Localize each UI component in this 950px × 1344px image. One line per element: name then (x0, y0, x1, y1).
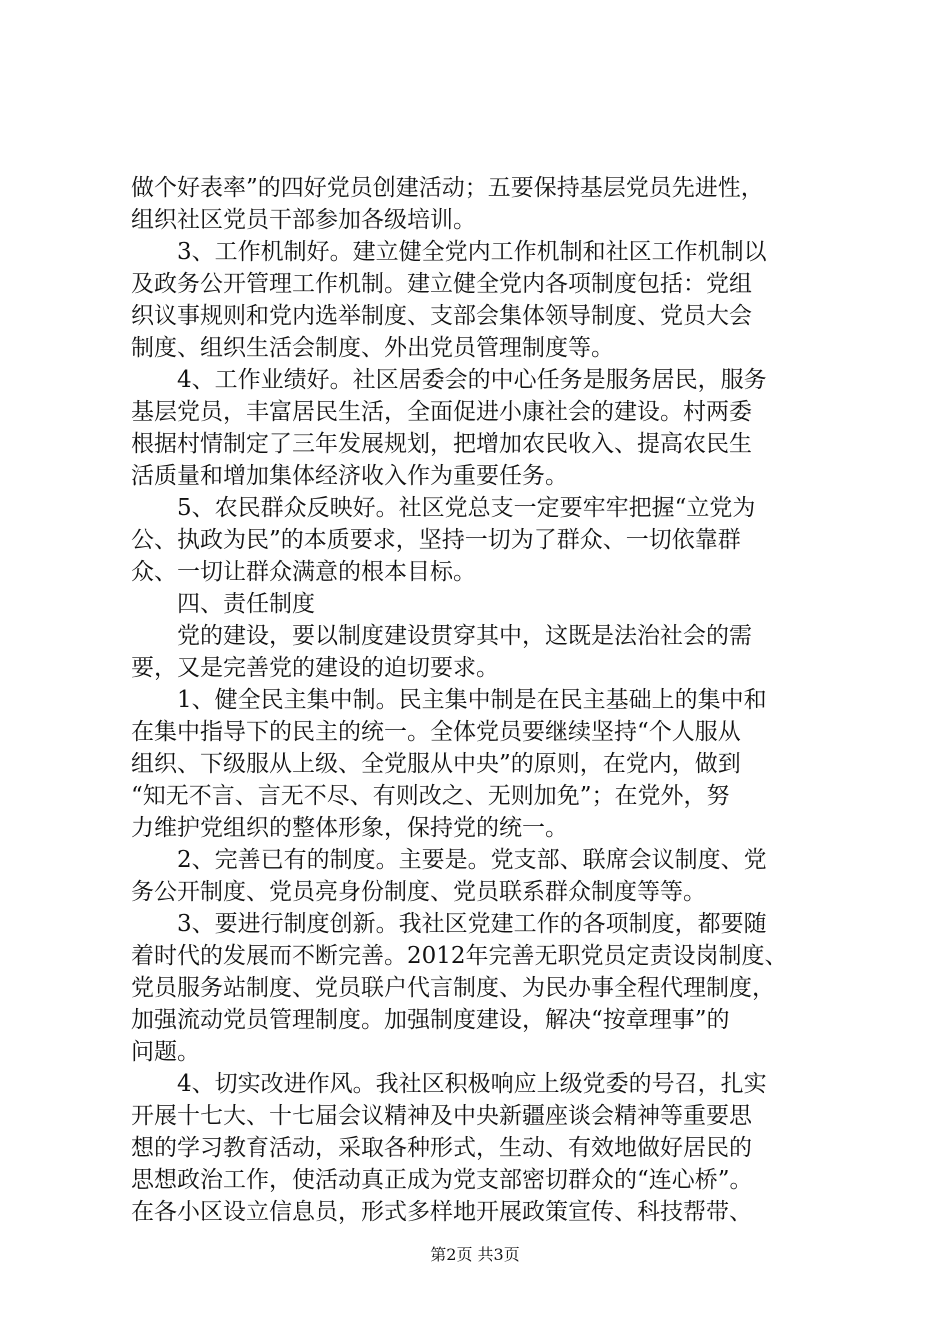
text-line: 问题。 (131, 1039, 200, 1065)
text-line: 着时代的发展而不断完善。2012年完善无职党员定责设岗制度、 (131, 943, 788, 969)
text-line: 开展十七大、十七届会议精神及中央新疆座谈会精神等重要思 (131, 1103, 752, 1129)
body-text (131, 172, 831, 1228)
text-line: 力维护党组织的整体形象，保持党的统一。 (131, 815, 568, 841)
text-line: 思想政治工作，使活动真正成为党支部密切群众的“连心桥”。 (131, 1167, 753, 1193)
page-footer: 第2页 共3页 (430, 1245, 520, 1264)
text-line: 及政务公开管理工作机制。建立健全党内各项制度包括：党组 (131, 271, 752, 297)
text-line: 在各小区设立信息员，形式多样地开展政策宣传、科技帮带、 (131, 1199, 752, 1225)
text-line: 2、完善已有的制度。主要是。党支部、联席会议制度、党 (131, 847, 767, 873)
text-line: 要，又是完善党的建设的迫切要求。 (131, 655, 499, 681)
text-line: 5、农民群众反映好。社区党总支一定要牢牢把握“立党为 (131, 495, 756, 521)
text-line: 四、责任制度 (131, 591, 315, 617)
text-line: 做个好表率”的四好党员创建活动；五要保持基层党员先进性， (131, 175, 764, 201)
text-line: “知无不言、言无不尽、有则改之、无则加免”；在党外，努 (131, 783, 730, 809)
text-line: 在集中指导下的民主的统一。全体党员要继续坚持“个人服从 (131, 719, 741, 745)
text-line: 3、工作机制好。建立健全党内工作机制和社区工作机制以 (131, 239, 767, 265)
text-line: 活质量和增加集体经济收入作为重要任务。 (131, 463, 568, 489)
text-line: 1、健全民主集中制。民主集中制是在民主基础上的集中和 (131, 687, 767, 713)
text-line: 4、工作业绩好。社区居委会的中心任务是服务居民，服务 (131, 367, 767, 393)
text-line: 3、要进行制度创新。我社区党建工作的各项制度，都要随 (131, 911, 767, 937)
text-line: 4、切实改进作风。我社区积极响应上级党委的号召，扎实 (131, 1071, 767, 1097)
text-line: 党的建设，要以制度建设贯穿其中，这既是法治社会的需 (131, 623, 752, 649)
text-line: 织议事规则和党内选举制度、支部会集体领导制度、党员大会 (131, 303, 752, 329)
text-line: 众、一切让群众满意的根本目标。 (131, 559, 476, 585)
text-line: 根据村情制定了三年发展规划，把增加农民收入、提高农民生 (131, 431, 752, 457)
text-line: 制度、组织生活会制度、外出党员管理制度等。 (131, 335, 614, 361)
text-line: 基层党员，丰富居民生活，全面促进小康社会的建设。村两委 (131, 399, 752, 425)
text-line: 公、执政为民”的本质要求，坚持一切为了群众、一切依靠群 (131, 527, 741, 553)
text-line: 党员服务站制度、党员联户代言制度、为民办事全程代理制度， (131, 975, 775, 1001)
text-line: 组织、下级服从上级、全党服从中央”的原则，在党内，做到 (131, 751, 741, 777)
text-line: 组织社区党员干部参加各级培训。 (131, 207, 476, 233)
text-line: 加强流动党员管理制度。加强制度建设，解决“按章理事”的 (131, 1007, 730, 1033)
text-line: 想的学习教育活动，采取各种形式，生动、有效地做好居民的 (131, 1135, 752, 1161)
text-line: 务公开制度、党员亮身份制度、党员联系群众制度等等。 (131, 879, 706, 905)
